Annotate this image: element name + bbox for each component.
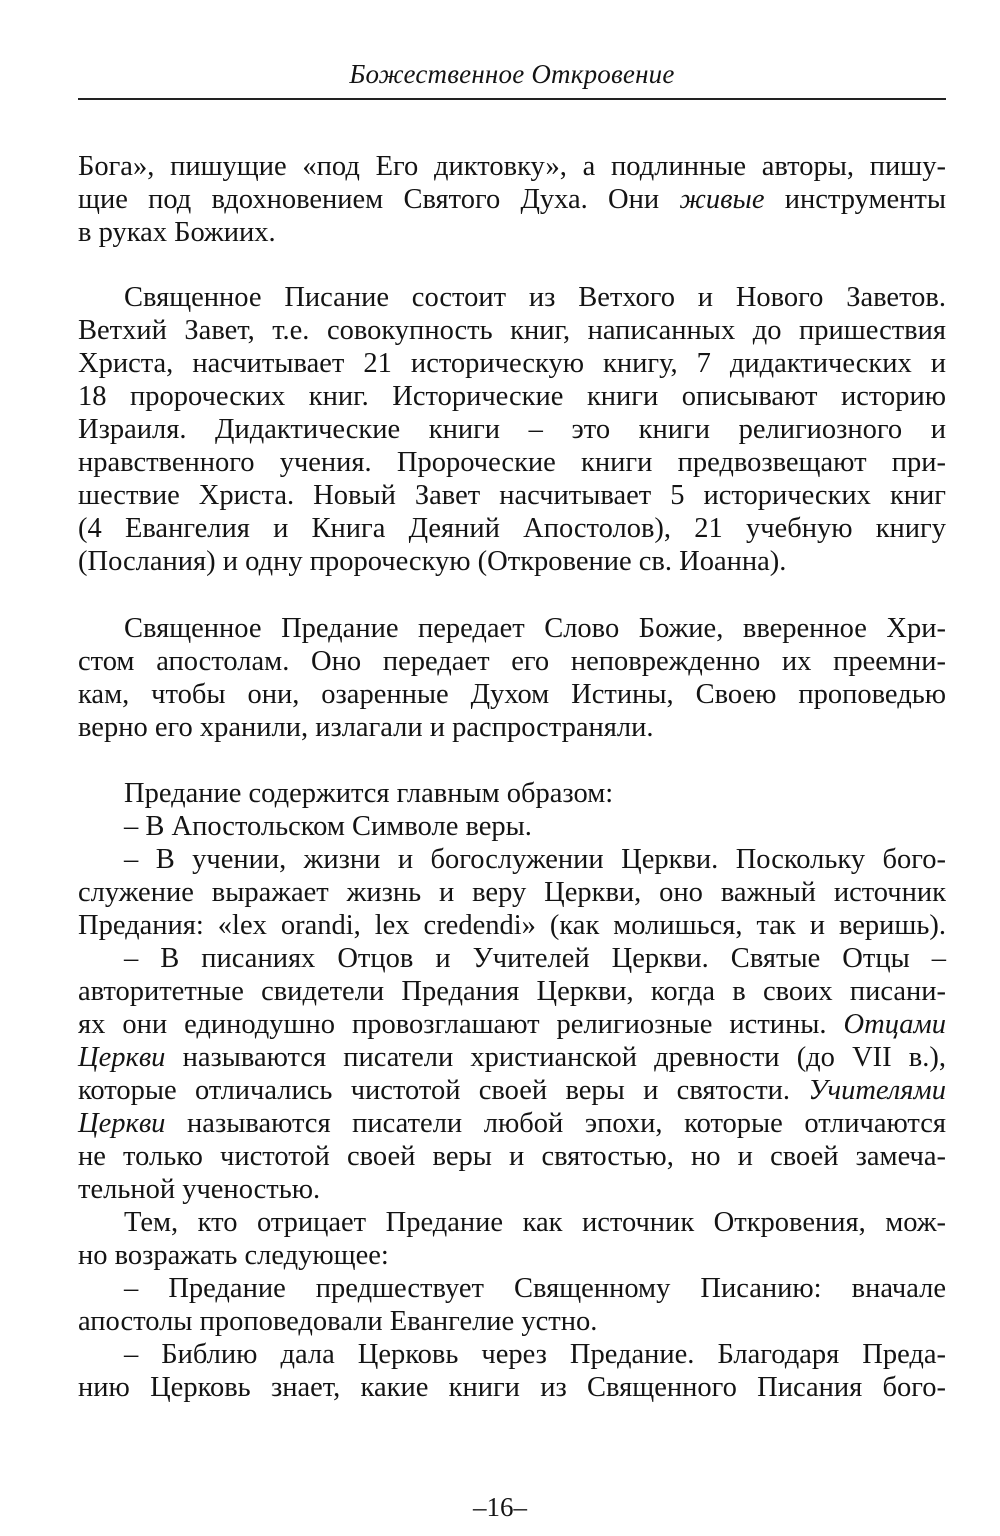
emphasis: живые (679, 184, 765, 215)
text-line: Предания: «lex orandi, lex credendi» (как молишься, так и веришь). (78, 910, 946, 941)
text-line: верно его хранили, излагали и распространяли. (78, 712, 654, 743)
text-line: (Послания) и одну пророческую (Откровение св. Иоанна). (78, 546, 787, 577)
text-line: нию Церковь знает, какие книги из Священного Писания бого- (78, 1372, 946, 1403)
text-line: Церкви называются писатели христианской древности (до VII в.), (78, 1042, 946, 1073)
text-line: тельной ученостью. (78, 1174, 321, 1205)
text-line: Предание содержится главным образом: (124, 778, 614, 809)
text-line: не только чистотой своей веры и святостью, но и своей замеча- (78, 1141, 946, 1172)
page-number: –16– (473, 1492, 527, 1522)
text-line: Тем, кто отрицает Предание как источник Откровения, мож- (124, 1207, 946, 1238)
text-line: шествие Христа. Новый Завет насчитывает 5 исторических книг (78, 480, 946, 511)
text-line: – В Апостольском Символе веры. (124, 811, 532, 842)
text-line: которые отличались чистотой своей веры и святости. Учителями (78, 1075, 946, 1106)
text-line: кам, чтобы они, озаренные Духом Истины, Своею проповедью (78, 679, 946, 710)
text-line: щие под вдохновением Святого Духа. Они живые инструменты (78, 184, 946, 215)
text-line: в руках Божиих. (78, 217, 276, 248)
emphasis: Учителями (808, 1075, 946, 1106)
text-line: стом апостолам. Оно передает его неповрежденно их преемни- (78, 646, 946, 677)
text-line: служение выражает жизнь и веру Церкви, оно важный источник (78, 877, 946, 908)
text-line: Христа, насчитывает 21 историческую книгу, 7 дидактических и (78, 348, 946, 379)
text-line: Бога», пишущие «под Его диктовку», а подлинные авторы, пишу- (78, 151, 946, 182)
text-line: авторитетные свидетели Предания Церкви, когда в своих писани- (78, 976, 946, 1007)
text-line: нравственного учения. Пророческие книги предвозвещают при- (78, 447, 946, 478)
header-rule (78, 98, 946, 100)
text-line: Ветхий Завет, т.е. совокупность книг, написанных до пришествия (78, 315, 946, 346)
text-line: – Предание предшествует Священному Писанию: вначале (124, 1273, 946, 1304)
running-head: Божественное Откровение (349, 59, 675, 89)
emphasis: Церкви (78, 1108, 166, 1139)
text-line: – В учении, жизни и богослужении Церкви. Поскольку бого- (124, 844, 946, 875)
emphasis: Отцами (843, 1009, 946, 1040)
text-line: Израиля. Дидактические книги – это книги религиозного и (78, 414, 946, 445)
emphasis: Церкви (78, 1042, 166, 1073)
text-line: апостолы проповедовали Евангелие устно. (78, 1306, 598, 1337)
text-line: – Библию дала Церковь через Предание. Благодаря Преда- (124, 1339, 946, 1370)
text-line: 18 пророческих книг. Исторические книги описывают историю (78, 381, 946, 412)
text-line: Священное Писание состоит из Ветхого и Нового Заветов. (124, 282, 946, 313)
text-line: Церкви называются писатели любой эпохи, которые отличаются (78, 1108, 946, 1139)
text-line: – В писаниях Отцов и Учителей Церкви. Святые Отцы – (124, 943, 946, 974)
text-line: (4 Евангелия и Книга Деяний Апостолов), 21 учебную книгу (78, 513, 946, 544)
text-line: но возражать следующее: (78, 1240, 389, 1271)
text-line: ях они единодушно провозглашают религиозные истины. Отцами (78, 1009, 946, 1040)
text-line: Священное Предание передает Слово Божие, вверенное Хри- (124, 613, 946, 644)
